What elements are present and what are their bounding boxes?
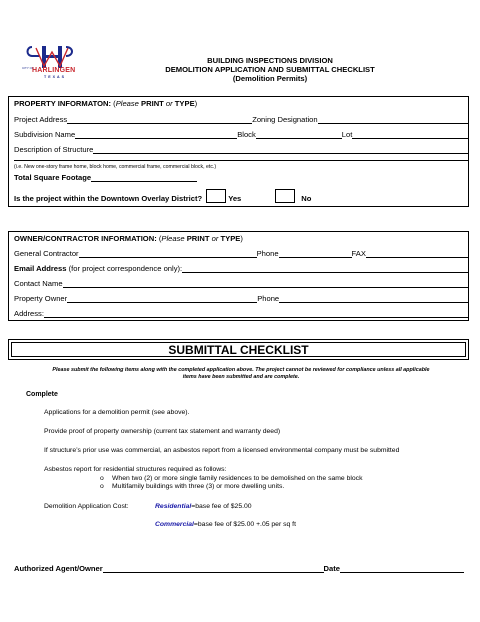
heading-print: PRINT [141,99,164,108]
contact-label: Contact Name [14,279,63,288]
owner-phone-field[interactable] [279,294,468,303]
sqft-field[interactable] [91,173,197,182]
division-name: BUILDING INSPECTIONS DIVISION [207,56,333,65]
contractor-label: General Contractor [14,249,79,258]
commercial-fee: =base fee of $25.00 +.05 per sq ft [193,521,296,528]
agent-label: Authorized Agent/Owner [14,564,103,573]
heading-or: or [163,99,175,108]
commercial-label: Commercial [155,521,194,528]
checklist-item: Asbestos report for residential structures required as follows: [44,466,227,473]
project-address-label: Project Address [14,115,68,124]
heading-type: TYPE [174,99,195,108]
owner-address-label: Address: [14,309,44,318]
sub-bullet: o [100,475,104,482]
sqft-row [14,173,468,182]
overlay-yes-label: Yes [228,194,242,203]
date-label: Date [323,564,340,573]
email-row [14,264,468,273]
owner-heading-print: PRINT [186,234,210,243]
checklist-title-box [8,339,469,360]
fax-label: FAX [351,249,366,258]
overlay-question: Is the project within the Downtown Overlay District? [14,194,203,203]
overlay-yes-checkbox[interactable] [206,189,226,203]
checklist-sub-item: Multifamily buildings with three (3) or more dwelling units. [112,483,285,490]
owner-address-row [14,309,468,318]
logo-state: TEXAS [44,75,66,79]
city-logo [22,44,84,80]
sqft-label: Total Square Footage [14,173,92,182]
property-heading-label: PROPERTY INFORMATON: [14,99,112,108]
email-note: (for project correspondence only): [66,264,183,273]
checklist-item: If structure’s prior use was commercial, an asbestos report from a licensed environmental company must be submitted [44,447,400,454]
email-label: Email Address [14,264,67,273]
owner-heading-paren: ( [156,234,162,243]
property-heading [14,99,468,108]
property-owner-label: Property Owner [14,294,68,303]
owner-heading-label: OWNER/CONTRACTOR INFORMATION: [14,234,157,243]
heading-paren: ( [111,99,116,108]
contractor-phone-field[interactable] [279,249,352,258]
description-row [14,145,468,154]
project-address-row [14,115,468,124]
description-field[interactable] [93,145,468,154]
checklist-title: SUBMITTAL CHECKLIST [11,342,466,357]
complete-column-label: Complete [26,391,58,398]
contact-field[interactable] [63,279,468,288]
checklist-sub-item: When two (2) or more single family residences to be demolished on the same block [112,475,363,482]
subdivision-row [14,130,468,139]
owner-heading-type: TYPE [220,234,241,243]
lot-label: Lot [341,130,353,139]
owner-phone-label: Phone [257,294,280,303]
owner-heading-please: Please [161,234,187,243]
overlay-no-checkbox[interactable] [275,189,295,203]
checklist-intro-line1: Please submit the following items along with the completed application above. The project cannot be reviewed for compliance unless all applicable [52,367,430,373]
commercial-fee-line [155,521,296,529]
block-label: Block [237,130,256,139]
date-field[interactable] [340,564,464,573]
description-label: Description of Structure [14,145,94,154]
contractor-fax-field[interactable] [366,249,468,258]
email-field[interactable] [182,264,468,273]
agent-signature-field[interactable] [103,564,324,573]
owner-heading [14,234,468,243]
checklist-item: Provide proof of property ownership (current tax statement and warranty deed) [44,428,281,435]
contact-row [14,279,468,288]
owner-heading-paren-close: ) [240,234,243,243]
document-subtitle: (Demolition Permits) [232,74,308,83]
logo-city-name: HARLINGEN [32,67,76,74]
subdivision-label: Subdivision Name [14,130,76,139]
residential-fee: =base fee of $25.00 [191,503,252,510]
checklist-intro-line2: items have been submitted and are complete. [182,374,300,380]
zoning-label: Zoning Designation [252,115,318,124]
project-address-field[interactable] [67,115,252,124]
heading-please: Please [115,99,142,108]
heading-paren-close: ) [194,99,198,108]
description-field-line2[interactable] [14,160,468,161]
contractor-row [14,249,468,258]
zoning-field[interactable] [318,115,468,124]
residential-label: Residential [155,503,192,510]
phone-label: Phone [256,249,279,258]
block-field[interactable] [256,130,342,139]
checklist-intro [18,367,464,381]
sub-bullet: o [100,483,104,490]
subdivision-field[interactable] [75,130,237,139]
checklist-item: Applications for a demolition permit (see above). [44,409,190,416]
lot-field[interactable] [352,130,468,139]
contractor-field[interactable] [79,249,257,258]
overlay-no-label: No [301,194,312,203]
cost-label: Demolition Application Cost: [44,503,129,510]
signature-row [14,564,464,573]
owner-address-field[interactable] [44,309,468,318]
owner-info-section [8,231,469,321]
description-hint: (i.e. New one-story frame home, block home, commercial frame, commercial block, etc.) [14,164,217,170]
overlay-row [14,189,468,203]
residential-fee-line [155,503,252,511]
property-owner-row [14,294,468,303]
document-title: DEMOLITION APPLICATION AND SUBMITTAL CHECKLIST [165,65,375,74]
logo-prefix: CITY OF [22,66,34,70]
owner-heading-or: or [209,234,221,243]
property-owner-field[interactable] [67,294,257,303]
